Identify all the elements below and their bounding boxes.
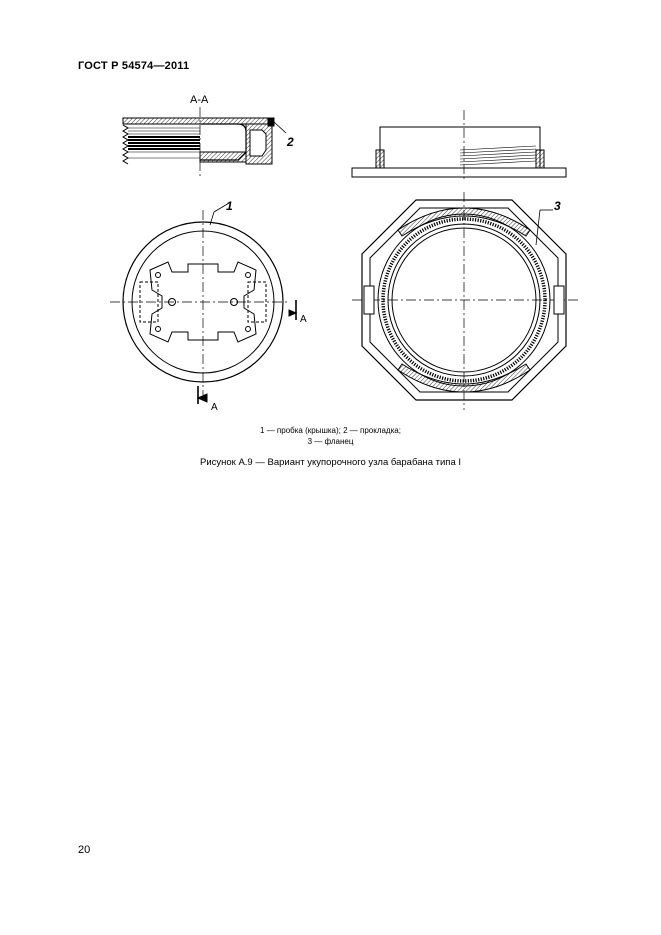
figure-caption: Рисунок А.9 — Вариант укупорочного узла барабана типа I [199,457,462,468]
callout-1: 1 [226,199,233,213]
page-number: 20 [78,844,91,856]
figure-legend-line-2: 3 — фланец [307,437,354,446]
svg-text:А: А [300,314,307,325]
document-header: ГОСТ Р 54574—2011 [78,60,190,72]
callout-2: 2 [287,135,294,149]
section-label: А-А [190,94,209,106]
svg-text:А: А [211,402,218,413]
section-view-a-a [123,94,294,178]
thread-profile [123,125,200,164]
flange-side-view [352,110,566,182]
cut-marker-lower [198,386,218,413]
callout-3: 3 [554,199,561,213]
cut-marker-upper [289,300,307,325]
figure-legend-line-1: 1 — пробка (крышка); 2 — прокладка; [260,426,401,435]
plug-front-view [110,199,307,413]
flange-thread [460,146,536,165]
flange-front-view [352,192,578,410]
